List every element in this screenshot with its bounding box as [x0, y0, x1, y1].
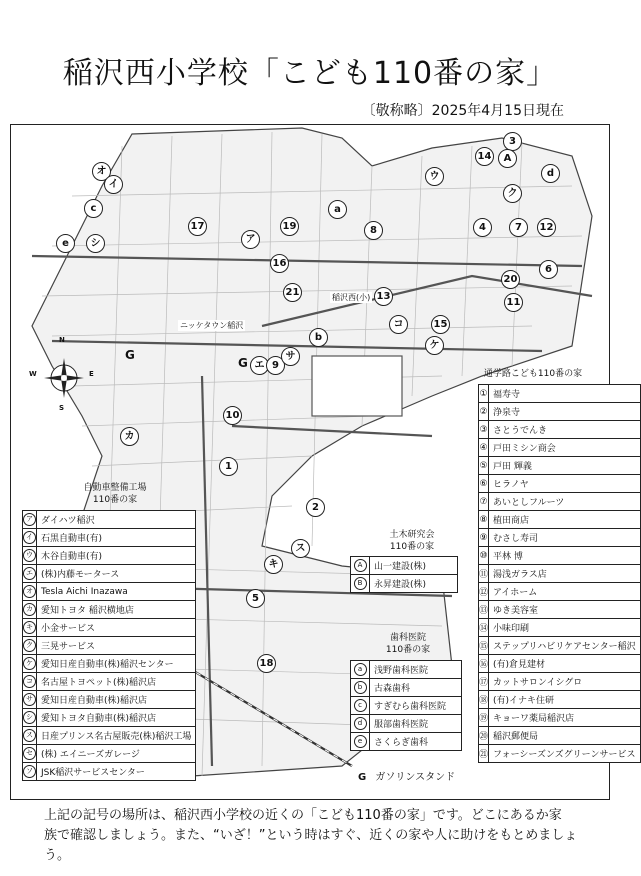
row-symbol: ⑭: [479, 619, 489, 637]
gas-legend-label: ガソリンスタンド: [375, 772, 456, 783]
row-symbol: [23, 745, 37, 763]
map-marker-6[interactable]: 6: [539, 260, 558, 279]
map-marker-11[interactable]: 11: [504, 293, 523, 312]
row-symbol: [23, 619, 37, 637]
row-name: 福寿寺: [489, 385, 641, 403]
map-marker-14[interactable]: 14: [475, 147, 494, 166]
row-symbol: [351, 575, 370, 593]
row-name: (有)倉見建材: [489, 655, 641, 673]
row-name: 永昇建設(株): [370, 575, 458, 593]
table-row: [23, 529, 196, 547]
symbol-badge: エ: [23, 567, 36, 580]
dental-heading: [370, 632, 446, 656]
gas-legend: [358, 768, 455, 783]
symbol-badge: カ: [23, 603, 36, 616]
dental-table: [350, 660, 462, 751]
row-name: 山一建設(株): [370, 557, 458, 575]
map-marker-イ[interactable]: イ: [104, 175, 123, 194]
symbol-badge: イ: [23, 531, 36, 544]
row-symbol: [23, 583, 37, 601]
map-marker-2[interactable]: 2: [306, 498, 325, 517]
symbol-badge: サ: [23, 693, 36, 706]
symbol-badge: コ: [23, 675, 36, 688]
symbol-badge: ク: [23, 639, 36, 652]
table-row: [351, 733, 462, 751]
table-row: [479, 583, 641, 601]
map-marker-19[interactable]: 19: [280, 217, 299, 236]
row-name: (株) エイニーズガレージ: [37, 745, 196, 763]
date-note: 〔敬称略〕2025年4月15日現在: [361, 103, 564, 119]
row-name: 石黒自動車(有): [37, 529, 196, 547]
row-symbol: ⑳: [479, 727, 489, 745]
map-marker-8[interactable]: 8: [364, 221, 383, 240]
map-marker-A[interactable]: A: [498, 149, 517, 168]
road-table: [478, 384, 641, 763]
row-symbol: [23, 727, 37, 745]
row-name: 戸田ミシン商会: [489, 439, 641, 457]
symbol-badge: ソ: [23, 765, 36, 778]
row-name: ステップリハビリケアセンター稲沢: [489, 637, 641, 655]
row-name: 木谷自動車(有): [37, 547, 196, 565]
map-marker-20[interactable]: 20: [501, 270, 520, 289]
row-name: 名古屋トヨペット(株)稲沢店: [37, 673, 196, 691]
row-symbol: ⑥: [479, 475, 489, 493]
row-symbol: ⑫: [479, 583, 489, 601]
row-name: さくらぎ歯科: [370, 733, 462, 751]
compass-e: E: [89, 370, 94, 378]
row-name: (有)イナキ住研: [489, 691, 641, 709]
symbol-badge: c: [354, 699, 367, 712]
table-row: [23, 691, 196, 709]
table-row: [23, 601, 196, 619]
table-row: [23, 655, 196, 673]
table-row: [351, 557, 458, 575]
row-name: 植田商店: [489, 511, 641, 529]
row-name: 浄泉寺: [489, 403, 641, 421]
compass-s: S: [59, 404, 65, 412]
table-row: [479, 511, 641, 529]
map-label-nikketown: ニッケタウン稲沢: [180, 321, 244, 330]
map-marker-10[interactable]: 10: [223, 406, 242, 425]
construction-heading-line2: 110番の家: [389, 542, 435, 552]
map-marker-9[interactable]: 9: [266, 356, 285, 375]
symbol-badge: ス: [23, 729, 36, 742]
map-marker-17[interactable]: 17: [188, 217, 207, 236]
row-symbol: ⑦: [479, 493, 489, 511]
row-symbol: ③: [479, 421, 489, 439]
map-marker-16[interactable]: 16: [270, 254, 289, 273]
table-row: [479, 637, 641, 655]
map-marker-ク[interactable]: ク: [503, 184, 522, 203]
map-marker-コ[interactable]: コ: [389, 315, 408, 334]
row-name: 戸田 輝義: [489, 457, 641, 475]
row-name: 愛知トヨタ自動車(株)稲沢店: [37, 709, 196, 727]
symbol-badge: B: [354, 577, 367, 590]
gas-legend-mark: G: [358, 772, 367, 783]
dental-heading-line1: 歯科医院: [389, 633, 426, 643]
row-name: すぎむら歯科医院: [370, 697, 462, 715]
map-marker-b[interactable]: b: [309, 328, 328, 347]
map-label-inazawanishi: 稲沢西(小): [332, 293, 371, 302]
row-symbol: ⑲: [479, 709, 489, 727]
row-name: 平林 博: [489, 547, 641, 565]
row-symbol: ⑰: [479, 673, 489, 691]
row-symbol: [23, 529, 37, 547]
table-row: [479, 745, 641, 763]
map-marker-オ[interactable]: オ: [92, 162, 111, 181]
map-marker-12[interactable]: 12: [537, 218, 556, 237]
row-name: ゆき美容室: [489, 601, 641, 619]
symbol-badge: ウ: [23, 549, 36, 562]
symbol-badge: ア: [23, 513, 36, 526]
gas-station-mark[interactable]: G: [125, 348, 135, 362]
table-row: [479, 493, 641, 511]
row-symbol: [23, 655, 37, 673]
map-marker-18[interactable]: 18: [257, 654, 276, 673]
row-symbol: [351, 679, 370, 697]
row-symbol: [351, 557, 370, 575]
table-row: [479, 601, 641, 619]
table-row: [23, 709, 196, 727]
row-name: 湯浅ガラス店: [489, 565, 641, 583]
map-marker-e[interactable]: e: [56, 234, 75, 253]
row-name: キョーワ薬局稲沢店: [489, 709, 641, 727]
row-symbol: ⑱: [479, 691, 489, 709]
row-name: 服部歯科医院: [370, 715, 462, 733]
row-symbol: [351, 661, 370, 679]
row-symbol: [351, 733, 370, 751]
table-row: [479, 457, 641, 475]
row-symbol: ⑤: [479, 457, 489, 475]
table-row: [479, 475, 641, 493]
table-row: [479, 403, 641, 421]
table-row: [479, 439, 641, 457]
map-marker-13[interactable]: 13: [374, 287, 393, 306]
row-name: さとうでんき: [489, 421, 641, 439]
row-symbol: [23, 511, 37, 529]
row-symbol: [23, 637, 37, 655]
row-name: 愛知トヨタ 稲沢横地店: [37, 601, 196, 619]
row-name: Tesla Aichi Inazawa: [37, 583, 196, 601]
map-marker-シ[interactable]: シ: [86, 234, 105, 253]
symbol-badge: セ: [23, 747, 36, 760]
construction-heading-line1: 土木研究会: [389, 530, 435, 540]
map-marker-エ[interactable]: エ: [250, 356, 269, 375]
map-marker-ウ[interactable]: ウ: [425, 167, 444, 186]
symbol-badge: ケ: [23, 657, 36, 670]
map-marker-カ[interactable]: カ: [120, 427, 139, 446]
table-row: [23, 745, 196, 763]
symbol-badge: A: [354, 559, 367, 572]
symbol-badge: d: [354, 717, 367, 730]
row-symbol: ⑧: [479, 511, 489, 529]
map-marker-ケ[interactable]: ケ: [425, 336, 444, 355]
symbol-badge: a: [354, 663, 367, 676]
table-row: [479, 565, 641, 583]
table-row: [479, 709, 641, 727]
row-name: フォーシーズンズグリーンサービス: [489, 745, 641, 763]
map-marker-21[interactable]: 21: [283, 283, 302, 302]
footer-line-1: 上記の記号の場所は、稲沢西小学校の近くの「こども110番の家」です。どこにあるか家: [44, 808, 562, 823]
table-row: [23, 619, 196, 637]
row-name: カットサロンイシグロ: [489, 673, 641, 691]
map-marker-7[interactable]: 7: [509, 218, 528, 237]
car-heading-line1: 自動車整備工場: [83, 483, 147, 493]
map-marker-d[interactable]: d: [541, 164, 560, 183]
map-marker-ア[interactable]: ア: [241, 230, 260, 249]
symbol-badge: オ: [23, 585, 36, 598]
row-symbol: [23, 691, 37, 709]
compass-n: N: [59, 336, 65, 344]
school-grounds: [312, 356, 402, 416]
symbol-badge: e: [354, 735, 367, 748]
table-row: [23, 511, 196, 529]
table-row: [23, 673, 196, 691]
table-row: [479, 421, 641, 439]
row-name: 小金サービス: [37, 619, 196, 637]
map-marker-4[interactable]: 4: [473, 218, 492, 237]
table-row: [351, 679, 462, 697]
row-symbol: [23, 709, 37, 727]
table-row: [23, 565, 196, 583]
table-row: [23, 547, 196, 565]
table-row: [23, 637, 196, 655]
page-title: 稲沢西小学校「こども110番の家」: [62, 56, 558, 91]
row-symbol: [351, 697, 370, 715]
row-name: あいとしフルーツ: [489, 493, 641, 511]
row-symbol: ④: [479, 439, 489, 457]
row-symbol: ⑨: [479, 529, 489, 547]
row-symbol: [351, 715, 370, 733]
row-name: 愛知日産自動車(株)稲沢センター: [37, 655, 196, 673]
row-symbol: [23, 601, 37, 619]
map-marker-c[interactable]: c: [84, 199, 103, 218]
row-name: 古森歯科: [370, 679, 462, 697]
table-row: [23, 727, 196, 745]
row-name: むさし寿司: [489, 529, 641, 547]
road-table-heading: 通学路こども110番の家: [483, 369, 583, 379]
dental-heading-line2: 110番の家: [385, 645, 431, 655]
table-row: [479, 547, 641, 565]
row-name: 愛知日産自動車(株)稲沢店: [37, 691, 196, 709]
table-row: [479, 691, 641, 709]
row-name: JSK稲沢サービスセンター: [37, 763, 196, 781]
map-marker-キ[interactable]: キ: [264, 555, 283, 574]
row-symbol: ⑮: [479, 637, 489, 655]
car-table-heading: [55, 482, 175, 506]
row-symbol: ⑩: [479, 547, 489, 565]
row-name: (株)内藤モータース: [37, 565, 196, 583]
row-symbol: ②: [479, 403, 489, 421]
map-marker-ス[interactable]: ス: [291, 539, 310, 558]
map-marker-5[interactable]: 5: [246, 589, 265, 608]
gas-station-mark[interactable]: G: [238, 356, 248, 370]
row-symbol: ①: [479, 385, 489, 403]
row-name: 稲沢郵便局: [489, 727, 641, 745]
construction-table: [350, 556, 458, 593]
car-table: [22, 510, 196, 781]
table-row: [479, 727, 641, 745]
table-row: [23, 763, 196, 781]
row-symbol: [23, 565, 37, 583]
row-symbol: ⑯: [479, 655, 489, 673]
map-marker-サ[interactable]: サ: [281, 347, 300, 366]
row-symbol: [23, 673, 37, 691]
table-row: [479, 619, 641, 637]
table-row: [351, 715, 462, 733]
map-marker-1[interactable]: 1: [219, 457, 238, 476]
row-name: ヒラノヤ: [489, 475, 641, 493]
map-marker-3[interactable]: 3: [503, 132, 522, 151]
row-symbol: ⑬: [479, 601, 489, 619]
table-row: [479, 385, 641, 403]
table-row: [23, 583, 196, 601]
table-row: [351, 697, 462, 715]
row-name: ダイハツ稲沢: [37, 511, 196, 529]
row-name: 日産プリンス名古屋販売(株)稲沢工場: [37, 727, 196, 745]
map-marker-a[interactable]: a: [328, 200, 347, 219]
row-symbol: [23, 763, 37, 781]
row-symbol: [23, 547, 37, 565]
row-name: アイホーム: [489, 583, 641, 601]
table-row: [479, 673, 641, 691]
table-row: [351, 661, 462, 679]
row-symbol: ㉑: [479, 745, 489, 763]
symbol-badge: b: [354, 681, 367, 694]
row-name: 小味印刷: [489, 619, 641, 637]
compass-w: W: [29, 370, 37, 378]
footer-note: [44, 806, 584, 866]
table-row: [479, 529, 641, 547]
construction-heading: [362, 529, 462, 553]
symbol-badge: シ: [23, 711, 36, 724]
table-row: [479, 655, 641, 673]
row-name: 三晃サービス: [37, 637, 196, 655]
map-marker-15[interactable]: 15: [431, 315, 450, 334]
footer-line-2: 族で確認しましょう。また、“いざ！”という時はすぐ、近くの家や人に助けをもとめましょう。: [44, 828, 578, 863]
row-name: 浅野歯科医院: [370, 661, 462, 679]
car-heading-line2: 110番の家: [92, 495, 138, 505]
symbol-badge: キ: [23, 621, 36, 634]
table-row: [351, 575, 458, 593]
row-symbol: ⑪: [479, 565, 489, 583]
